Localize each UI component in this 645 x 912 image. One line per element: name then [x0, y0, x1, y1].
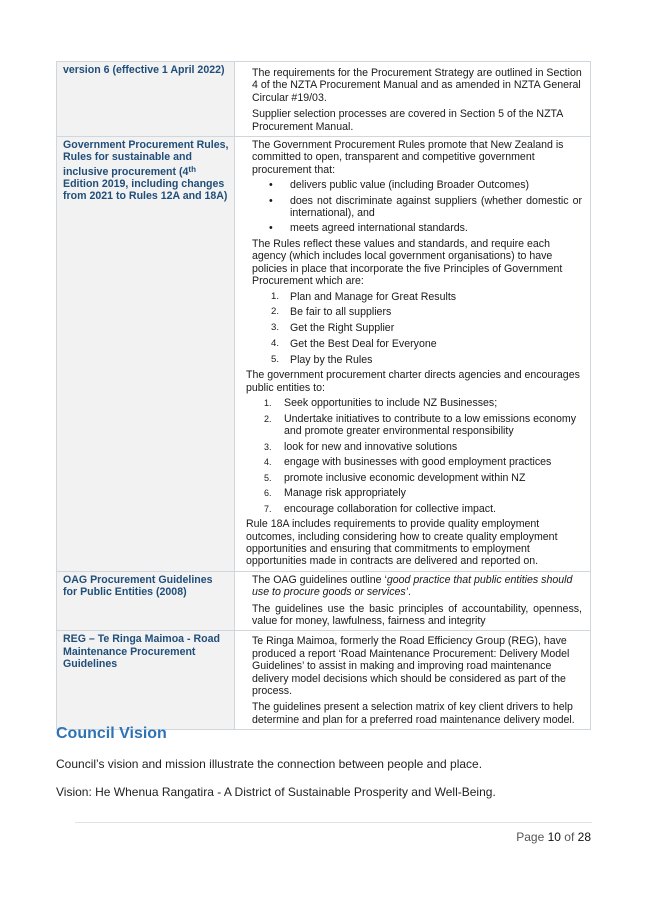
bullet-icon: • [269, 194, 273, 207]
row-label-text: OAG Procurement Guidelines for Public Entities (2008) [63, 573, 213, 599]
paragraph: The requirements for the Procurement Strategy are outlined in Section 4 of the NZTA Procurement Manual and as amended in NZTA General Circular #19/03. [252, 67, 582, 104]
list-item: 4. Get the Best Deal for Everyone [271, 337, 437, 350]
total-page-number: 28 [577, 830, 591, 844]
paragraph: Te Ringa Maimoa, formerly the Road Efficiency Group (REG), have produced a report ‘Road Maintenance Procurement: Delivery Model Guidelines’ to assist in making and improving road maintenance delivery model decisions which should be considered as part of the process. [252, 635, 570, 698]
paragraph: The guidelines present a selection matrix of key client drivers to help determine and plan for a preferred road maintenance delivery model. [252, 701, 575, 726]
paragraph: Rule 18A includes requirements to provide quality employment outcomes, including considering how to create quality employment opportunities and ensuring that commitments to employment opportunities made in contracts are delivered and reported on. [246, 518, 558, 568]
row-label [57, 631, 235, 730]
paragraph: Supplier selection processes are covered in Section 5 of the NZTA Procurement Manual. [252, 108, 563, 133]
outcomes-list [252, 179, 582, 235]
charter-block [246, 369, 582, 567]
paragraph: The guidelines use the basic principles of accountability, openness, value for money, lawfulness, fairness and integrity [252, 602, 582, 628]
body-paragraph: Council’s vision and mission illustrate the connection between people and place. [56, 757, 483, 771]
list-item: • meets agreed international standards. [269, 222, 468, 235]
table-row [57, 571, 591, 631]
list-item: 5. promote inclusive economic development within NZ [264, 471, 526, 484]
row-label-text: REG – Te Ringa Maimoa - Road Maintenance Procurement Guidelines [63, 633, 220, 671]
page-number-footer: Page 10 of 28 [516, 830, 591, 844]
list-item: • does not discriminate against suppliers (whether domestic or international), and [269, 194, 582, 220]
row-content [235, 631, 591, 730]
list-item: 5. Play by the Rules [271, 353, 373, 366]
list-item: 4. engage with businesses with good employment practices [264, 456, 552, 469]
list-item: 3. look for new and innovative solutions [264, 440, 458, 453]
table-row [57, 62, 591, 137]
footer-divider [75, 822, 592, 823]
procurement-framework-table [56, 61, 591, 730]
body-paragraph: Vision: He Whenua Rangatira - A District of Sustainable Prosperity and Well-Being. [56, 785, 496, 799]
table-row [57, 137, 591, 572]
current-page-number: 10 [547, 830, 561, 844]
row-content [235, 137, 591, 572]
section-heading: Council Vision [56, 725, 167, 742]
row-content [235, 571, 591, 631]
bullet-icon: • [269, 179, 273, 192]
list-item: 7. encourage collaboration for collective impact. [264, 502, 496, 515]
paragraph: The government procurement charter directs agencies and encourages public entities to: [246, 369, 580, 394]
row-label-text: Government Procurement Rules, Rules for sustainable and inclusive procurement (4 [63, 139, 229, 178]
bullet-icon: • [269, 222, 273, 235]
paragraph: The Government Procurement Rules promote that New Zealand is committed to open, transparent and competitive government procurement that: [252, 139, 564, 176]
list-item: 6. Manage risk appropriately [264, 487, 406, 500]
principles-list [252, 291, 582, 367]
superscript: th [188, 164, 196, 174]
list-item: 2. Be fair to all suppliers [271, 306, 392, 319]
paragraph: The OAG guidelines outline ‘good practice that public entities should use to procure goods or services’. [252, 573, 573, 599]
charter-list [246, 397, 582, 515]
row-label [57, 62, 235, 137]
list-item: 3. Get the Right Supplier [271, 322, 395, 335]
paragraph: The Rules reflect these values and standards, and require each agency (which includes local government organisations) to have policies in place that incorporate the five Principles of Government Procurement which are: [252, 237, 563, 288]
row-content [235, 62, 591, 137]
list-item: 2. Undertake initiatives to contribute to a low emissions economy and promote greater environmental responsibility [264, 412, 577, 438]
list-item: 1. Seek opportunities to include NZ Businesses; [264, 397, 498, 410]
row-label [57, 137, 235, 572]
emphasis-text: good practice that public entities should use to procure goods or services’ [252, 573, 573, 599]
table-row [57, 631, 591, 730]
row-label [57, 571, 235, 631]
row-label-text: Edition 2019, including changes from 2021 to Rules 12A and 18A) [63, 177, 228, 203]
list-item: • delivers public value (including Broader Outcomes) [269, 179, 530, 192]
row-label-text: version 6 (effective 1 April 2022) [63, 64, 225, 76]
list-item: 1. Plan and Manage for Great Results [271, 290, 457, 303]
